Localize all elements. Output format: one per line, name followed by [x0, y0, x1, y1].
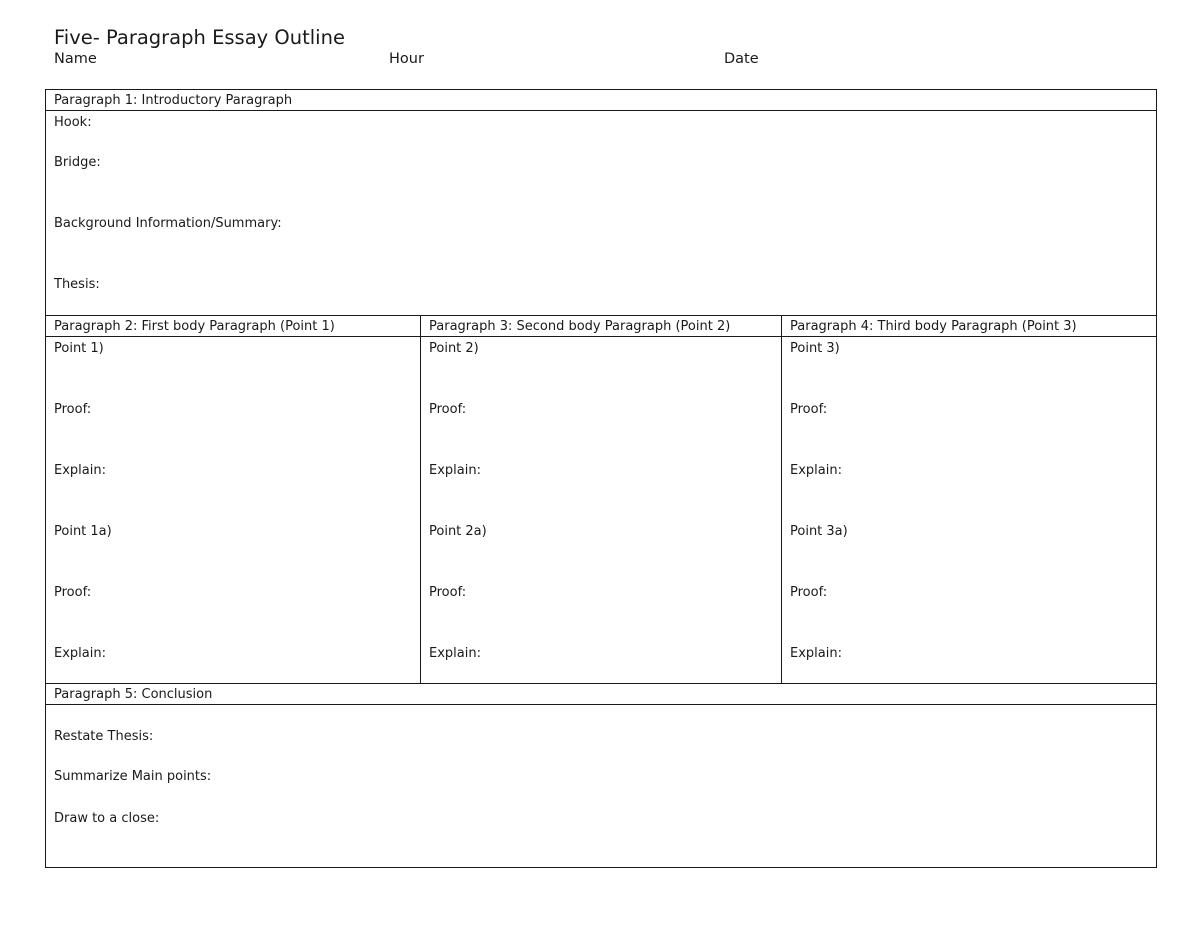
body-1-heading: Paragraph 2: First body Paragraph (Point 1): [54, 319, 335, 334]
conclusion-heading-divider: [46, 704, 1156, 705]
hook-label: Hook:: [54, 115, 92, 130]
thesis-label: Thesis:: [54, 277, 100, 292]
body-3-point: Point 3): [790, 341, 840, 356]
body-1-explain: Explain:: [54, 463, 106, 478]
body-1-point: Point 1): [54, 341, 104, 356]
body-3-explain-a: Explain:: [790, 646, 842, 661]
page-title: Five- Paragraph Essay Outline: [54, 26, 345, 49]
body-3-proof: Proof:: [790, 402, 828, 417]
intro-heading: Paragraph 1: Introductory Paragraph: [54, 93, 293, 108]
body-2-proof-a: Proof:: [429, 585, 467, 600]
restate-thesis-label: Restate Thesis:: [54, 729, 154, 744]
name-label: Name: [54, 51, 97, 67]
body-2-point: Point 2): [429, 341, 479, 356]
body-1-proof: Proof:: [54, 402, 92, 417]
body-1-explain-a: Explain:: [54, 646, 106, 661]
body-1-point-a: Point 1a): [54, 524, 112, 539]
bridge-label: Bridge:: [54, 155, 101, 170]
column-divider-2: [781, 315, 782, 684]
body-heading-divider: [46, 336, 1156, 337]
body-bottom-divider: [46, 683, 1156, 684]
background-label: Background Information/Summary:: [54, 216, 282, 231]
body-3-explain: Explain:: [790, 463, 842, 478]
body-2-explain: Explain:: [429, 463, 481, 478]
body-3-proof-a: Proof:: [790, 585, 828, 600]
body-2-heading: Paragraph 3: Second body Paragraph (Point 2): [429, 319, 731, 334]
intro-bottom-divider: [46, 315, 1156, 316]
body-2-proof: Proof:: [429, 402, 467, 417]
column-divider-1: [420, 315, 421, 684]
body-2-point-a: Point 2a): [429, 524, 487, 539]
body-2-explain-a: Explain:: [429, 646, 481, 661]
outline-table: [45, 89, 1157, 868]
body-3-point-a: Point 3a): [790, 524, 848, 539]
body-1-proof-a: Proof:: [54, 585, 92, 600]
body-3-heading: Paragraph 4: Third body Paragraph (Point 3): [790, 319, 1077, 334]
draw-to-close-label: Draw to a close:: [54, 811, 160, 826]
hour-label: Hour: [389, 51, 424, 67]
summarize-label: Summarize Main points:: [54, 769, 212, 784]
intro-heading-divider: [46, 110, 1156, 111]
conclusion-heading: Paragraph 5: Conclusion: [54, 687, 213, 702]
date-label: Date: [724, 51, 759, 67]
